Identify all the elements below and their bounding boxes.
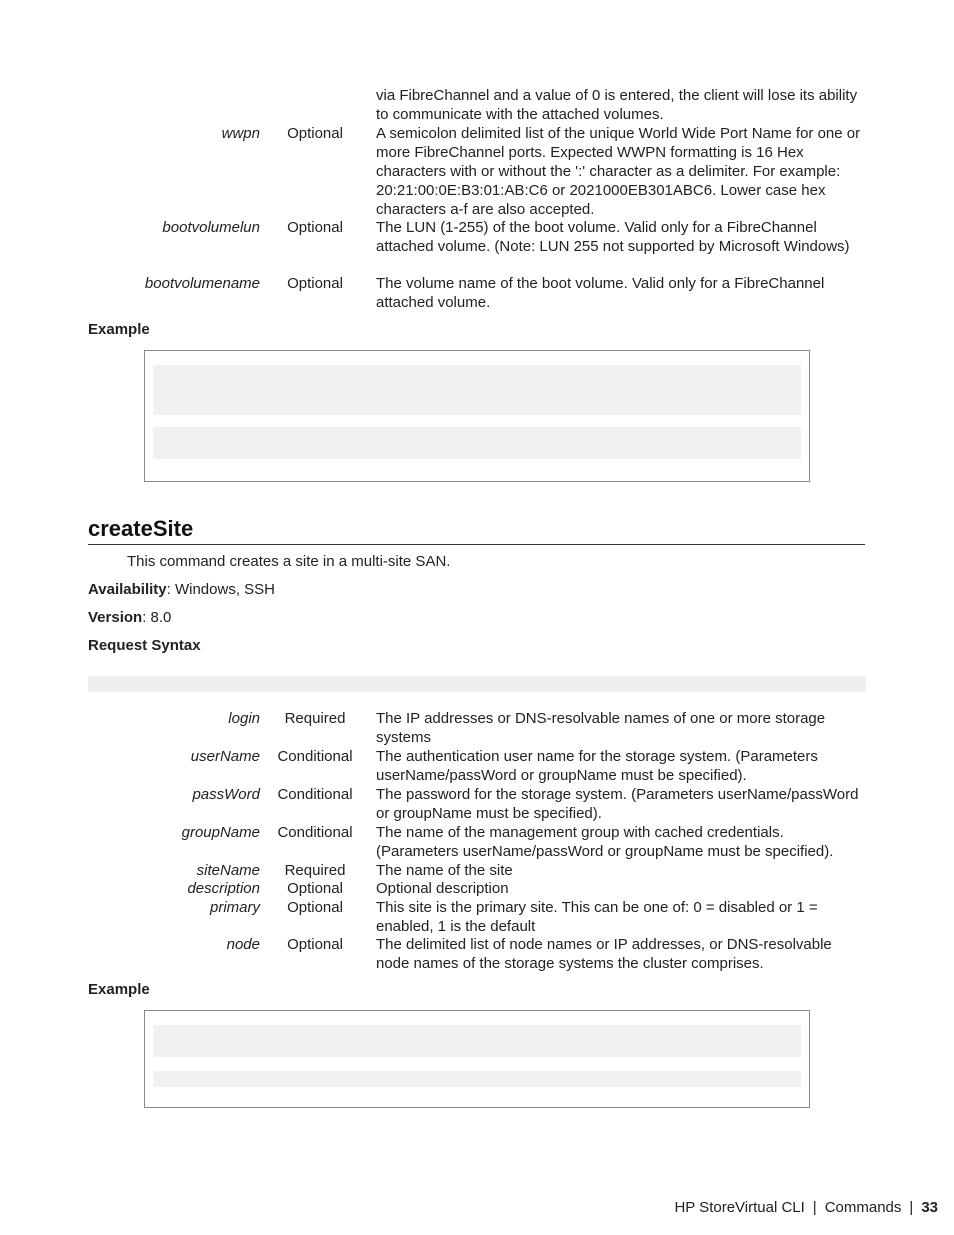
example-heading: Example	[88, 321, 150, 338]
code-line	[153, 1071, 801, 1087]
footer-doc-title: HP StoreVirtual CLI	[674, 1199, 805, 1216]
param-name: groupName	[181, 824, 260, 841]
page-footer	[674, 1198, 938, 1217]
param-name: login	[228, 710, 260, 727]
code-line	[153, 1025, 801, 1057]
param-description: The name of the site	[376, 862, 513, 879]
continued-param-table	[88, 86, 868, 312]
param-description: A semicolon delimited list of the unique World Wide Port Name for one or more FibreChannel ports. Expected WWPN formatting is 16 Hex characters with or without the ':' character as a delimiter. For example: 20:21:00:0E:B3:01:AB:C6 or 2021000EB301ABC6. Lower case hex characters a-f are also accepted.	[376, 125, 861, 218]
param-description: The LUN (1-255) of the boot volume. Valid only for a FibreChannel attached volume. (Note: LUN 255 not supported by Microsoft Windows)	[376, 219, 850, 255]
param-row-bootvolumelun	[88, 218, 868, 274]
version-line	[88, 608, 171, 627]
footer-separator: |	[812, 1199, 817, 1216]
param-description: Optional description	[376, 880, 509, 897]
param-requirement: Optional	[287, 899, 343, 916]
param-name: primary	[209, 899, 260, 916]
param-name: wwpn	[221, 125, 260, 142]
param-description: The name of the management group with cached credentials. (Parameters userName/passWord or groupName must be specified).	[376, 824, 834, 860]
param-table	[88, 709, 868, 973]
param-row-primary	[88, 898, 868, 935]
param-row-bootvolumename	[88, 274, 868, 312]
section-intro: This command creates a site in a multi-site SAN.	[127, 553, 451, 570]
param-requirement: Conditional	[277, 824, 353, 841]
param-description: The delimited list of node names or IP addresses, or DNS-resolvable node names of the storage systems the cluster comprises.	[376, 936, 832, 972]
param-row-description	[88, 879, 868, 898]
param-row-username	[88, 747, 868, 785]
param-requirement: Optional	[287, 880, 343, 897]
param-requirement: Conditional	[277, 786, 353, 803]
param-requirement: Optional	[287, 125, 343, 142]
param-description: The IP addresses or DNS-resolvable names of one or more storage systems	[376, 710, 826, 746]
param-name: userName	[190, 748, 260, 765]
param-requirement: Optional	[287, 936, 343, 953]
footer-chapter: Commands	[824, 1199, 902, 1216]
param-row-wwpn	[88, 124, 868, 218]
request-syntax-heading: Request Syntax	[88, 637, 201, 654]
availability-label: Availability	[88, 581, 167, 598]
param-description: via FibreChannel and a value of 0 is entered, the client will lose its ability to communicate with the attached volumes.	[376, 87, 858, 123]
param-name: passWord	[192, 786, 260, 803]
section-title: createSite	[88, 514, 865, 545]
param-name: siteName	[196, 862, 260, 879]
footer-separator: |	[909, 1199, 914, 1216]
param-requirement: Required	[284, 710, 346, 727]
param-name: bootvolumelun	[162, 219, 260, 236]
example-heading: Example	[88, 981, 150, 998]
example-code-box	[144, 350, 810, 482]
param-row-groupname	[88, 823, 868, 861]
param-requirement: Optional	[287, 275, 343, 292]
param-requirement: Optional	[287, 219, 343, 236]
code-line	[153, 365, 801, 415]
param-row-sitename	[88, 861, 868, 879]
param-row-login	[88, 709, 868, 747]
version-label: Version	[88, 609, 143, 626]
param-name: description	[187, 880, 260, 897]
param-name: node	[226, 936, 260, 953]
param-description: The volume name of the boot volume. Valid only for a FibreChannel attached volume.	[376, 275, 825, 311]
param-description: This site is the primary site. This can be one of: 0 = disabled or 1 = enabled, 1 is the default	[376, 899, 818, 935]
example-code-box	[144, 1010, 810, 1108]
request-syntax-code	[88, 676, 866, 692]
version-value: : 8.0	[142, 609, 172, 626]
param-description: The password for the storage system. (Parameters userName/passWord or groupName must be specified).	[376, 786, 859, 822]
param-requirement: Conditional	[277, 748, 353, 765]
page-number: 33	[921, 1199, 938, 1216]
availability-line	[88, 580, 275, 599]
availability-value: : Windows, SSH	[166, 581, 276, 598]
param-row-node	[88, 935, 868, 973]
param-row-continued	[88, 86, 868, 124]
param-row-password	[88, 785, 868, 823]
code-line	[153, 427, 801, 459]
param-description: The authentication user name for the storage system. (Parameters userName/passWord or groupName must be specified).	[376, 748, 818, 784]
param-requirement: Required	[284, 862, 346, 879]
param-name: bootvolumename	[144, 275, 260, 292]
